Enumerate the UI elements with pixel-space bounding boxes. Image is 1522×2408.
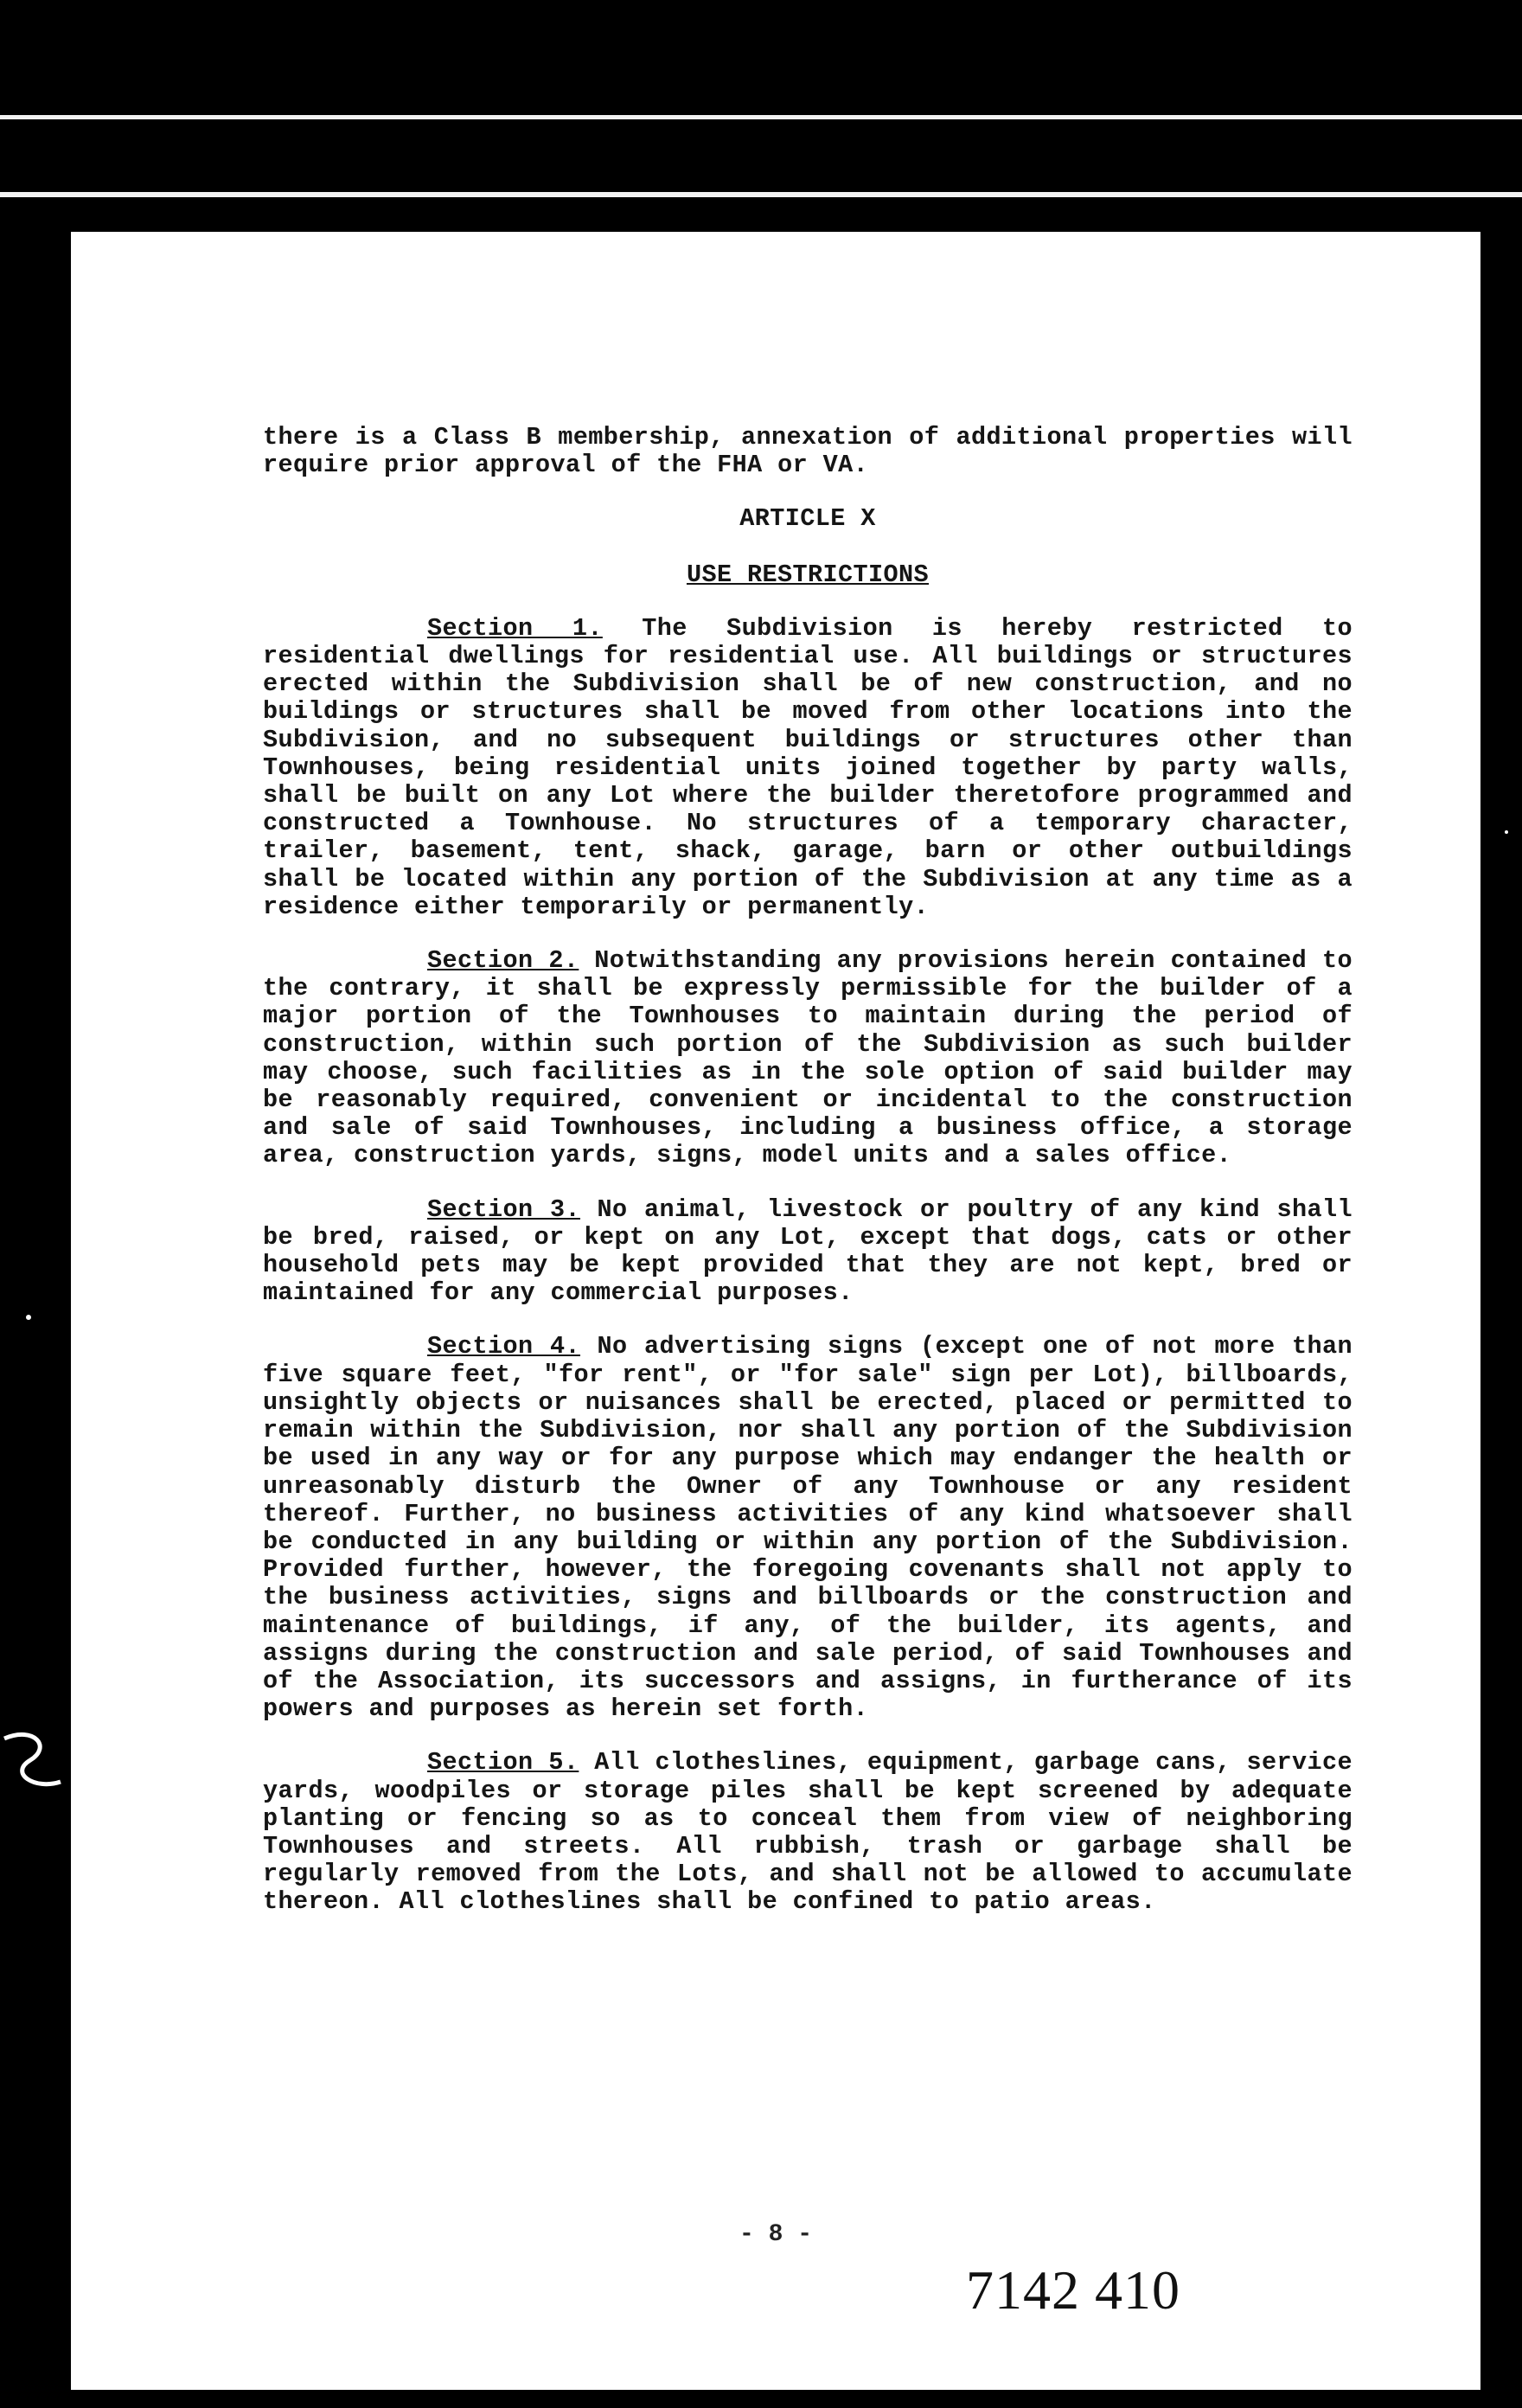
section-heading: Section 3.	[427, 1194, 581, 1224]
page-number: - 8 -	[739, 2221, 812, 2248]
section-text: The Subdivision is hereby restricted to residential dwellings for residential use. All buildings or structures erected within the Subdivision shall be of new construction, and no buildings or structures shall be moved from other locations into the Subdivision, and no subsequent buildings or structures other than Townhouses, being residential units joined together by party walls, shall be built on any Lot where the builder theretofore programmed and constructed a Townhouse. No structures of a temporary character, trailer, basement, tent, shack, garage, barn or other outbuildings shall be located within any portion of the Subdivision at any time as a residence either temporarily or permanently.	[263, 613, 1353, 921]
section-5	[263, 1749, 1353, 1916]
scan-speck	[1505, 830, 1508, 834]
section-text: No advertising signs (except one of not more than five square feet, "for rent", or "for sale" sign per Lot), billboards, unsightly objects or nuisances shall be erected, placed or permitted to remain within the Subdivision, nor shall any portion of the Subdivision be used in any way or for any purpose which may endanger the health or unreasonably disturb the Owner of any Townhouse or any resident thereof. Further, no business activities of any kind whatsoever shall be conducted in any building or within any portion of the Subdivision. Provided further, however, the foregoing covenants shall not apply to the business activities, signs and billboards or the construction and maintenance of buildings, if any, of the builder, its agents, and assigns during the construction and sale period, of said Townhouses and of the Association, its successors and assigns, in furtherance of its powers and purposes as herein set forth.	[263, 1332, 1353, 1724]
book-page-stamp: 7142 410	[966, 2259, 1180, 2321]
margin-mark-icon	[0, 1721, 78, 1799]
section-3	[263, 1196, 1353, 1308]
section-text: No animal, livestock or poultry of any kind shall be bred, raised, or kept on any Lot, except that dogs, cats or other household pets may be kept provided that they are not kept, bred or maintained for any commercial purposes.	[263, 1194, 1353, 1308]
section-heading: Section 2.	[427, 946, 579, 976]
section-text: Notwithstanding any provisions herein contained to the contrary, it shall be expressly permissible for the builder of a major portion of the Townhouses to maintain during the period of construction, within such portion of the Subdivision as such builder may choose, such facilities as in the sole option of said builder may be reasonably required, convenient or incidental to the construction and sale of said Townhouses, including a business office, a storage area, construction yards, signs, model units and a sales office.	[263, 946, 1353, 1170]
section-heading: Section 5.	[427, 1748, 579, 1777]
section-heading: Section 4.	[427, 1332, 581, 1361]
section-heading: Section 1.	[427, 613, 603, 643]
scan-artifact-line	[0, 115, 1522, 119]
scan-speck	[121, 285, 125, 290]
opening-paragraph: there is a Class B membership, annexation of additional properties will require prior approval of the FHA or VA.	[263, 423, 1353, 480]
scan-artifact-line	[0, 192, 1522, 197]
section-1	[263, 615, 1353, 921]
scan-speck	[26, 1315, 31, 1320]
section-4	[263, 1333, 1353, 1723]
document-page	[71, 232, 1480, 2390]
document-body	[263, 424, 1353, 1917]
article-title: ARTICLE X	[739, 504, 876, 534]
article-subtitle-text: USE RESTRICTIONS	[686, 560, 930, 589]
section-2	[263, 947, 1353, 1170]
section-text: All clotheslines, equipment, garbage cans, service yards, woodpiles or storage piles shall be kept screened by adequate planting or fencing so as to conceal them from view of neighboring Townhouses and streets. All rubbish, trash or garbage shall be regularly removed from the Lots, and shall not be allowed to accumulate thereon. All clotheslines shall be confined to patio areas.	[263, 1748, 1353, 1917]
article-subtitle	[263, 561, 1353, 589]
